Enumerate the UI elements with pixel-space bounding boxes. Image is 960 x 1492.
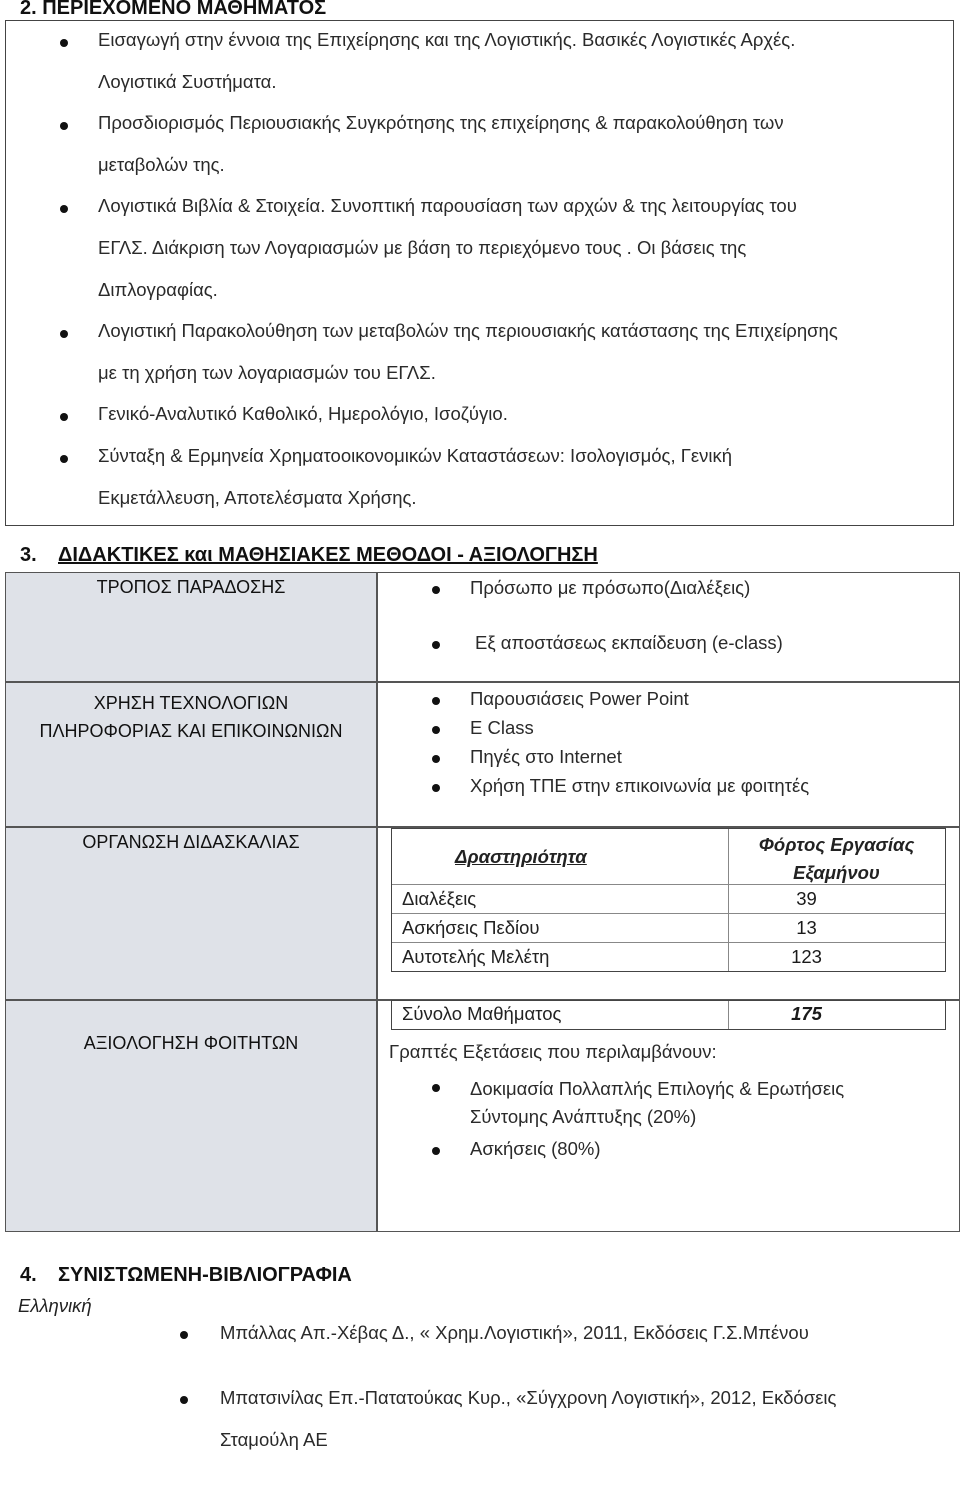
- bullet: [180, 1331, 188, 1339]
- col-activity-header: Δραστηριότητα: [455, 846, 587, 867]
- workload-row-divider: [392, 942, 945, 943]
- bullet: [432, 586, 440, 594]
- content-item-6-line-1: Σύνταξη & Ερμηνεία Χρηματοοικονομικών Καταστάσεων: Ισολογισμός, Γενική: [98, 445, 733, 466]
- bibliography-item-1: Μπάλλας Απ.-Χέβας Δ., « Χρημ.Λογιστική», 2011, Εκδόσεις Γ.Σ.Μπένου: [220, 1322, 809, 1343]
- assessment-item-1-line1: Δοκιμασία Πολλαπλής Επιλογής & Ερωτήσεις: [470, 1078, 845, 1099]
- assessment-label: ΑΞΙΟΛΟΓΗΣΗ ΦΟΙΤΗΤΩΝ: [83, 1033, 299, 1053]
- content-item-2-line-2: μεταβολών της.: [98, 153, 225, 175]
- ict-item-4: Χρήση ΤΠΕ στην επικοινωνία με φοιτητές: [470, 775, 810, 796]
- assessment-item-1: [470, 1075, 844, 1131]
- content-item-4-line-1: Λογιστική Παρακολούθηση των μεταβολών της περιουσιακής κατάστασης της Επιχείρησης: [98, 320, 838, 342]
- activity-self-study: Αυτοτελής Μελέτη: [402, 946, 550, 967]
- content-item-1-line-1: Εισαγωγή στην έννοια της Επιχείρησης και της Λογιστικής. Βασικές Λογιστικές Αρχές.: [98, 29, 796, 50]
- col-workload-header-line1: Φόρτος Εργασίας: [758, 834, 915, 855]
- content-item-4-line-2: με τη χρήση των λογαριασμών του ΕΓΛΣ.: [98, 361, 436, 383]
- ict-item-1: Παρουσιάσεις Power Point: [470, 688, 689, 709]
- bullet: [60, 455, 68, 463]
- content-item-3-line-3: Διπλογραφίας.: [98, 278, 218, 300]
- content-item-5-line-1: Γενικό-Αναλυτικό Καθολικό, Ημερολόγιο, Ισοζύγιο.: [98, 403, 508, 425]
- section-2-heading: 2. ΠΕΡΙΕΧΟΜΕΝΟ ΜΑΘΗΜΑΤΟΣ: [20, 0, 327, 19]
- assessment-item-1-line2: Σύντομης Ανάπτυξης (20%): [470, 1106, 697, 1127]
- delivery-item-2: Εξ αποστάσεως εκπαίδευση (e-class): [475, 632, 783, 653]
- bullet: [432, 726, 440, 734]
- bullet: [180, 1396, 188, 1404]
- hours-field-exercises: 13: [796, 917, 817, 938]
- assessment-item-2: Ασκήσεις (80%): [470, 1138, 601, 1159]
- ict-label-line2: ΠΛΗΡΟΦΟΡΙΑΣ ΚΑΙ ΕΠΙΚΟΙΝΩΝΙΩΝ: [39, 721, 343, 741]
- bibliography-item-2-line2: Σταμούλη ΑΕ: [220, 1429, 328, 1450]
- section-3-number: 3.: [20, 544, 37, 566]
- hours-lectures: 39: [796, 888, 817, 909]
- bullet: [432, 697, 440, 705]
- content-item-2-line-1: Προσδιορισμός Περιουσιακής Συγκρότησης της επιχείρησης & παρακολούθηση των: [98, 112, 784, 134]
- ict-item-2: E Class: [470, 717, 534, 738]
- delivery-label: ΤΡΟΠΟΣ ΠΑΡΑΔΟΣΗΣ: [96, 577, 286, 597]
- content-item-3-line-1: Λογιστικά Βιβλία & Στοιχεία. Συνοπτική παρουσίαση των αρχών & της λειτουργίας του: [98, 195, 797, 217]
- col-workload-header: [728, 831, 945, 887]
- assessment-intro: Γραπτές Εξετάσεις που περιλαμβάνουν:: [389, 1041, 717, 1062]
- bullet: [432, 1084, 440, 1092]
- col-workload-header-line2: Εξαμήνου: [793, 862, 880, 883]
- activity-lectures: Διαλέξεις: [402, 888, 477, 909]
- total-value: 175: [791, 1003, 822, 1024]
- bullet: [432, 755, 440, 763]
- organization-label: ΟΡΓΑΝΩΣΗ ΔΙΔΑΣΚΑΛΙΑΣ: [82, 832, 300, 852]
- workload-row-divider: [392, 913, 945, 914]
- total-label: Σύνολο Μαθήματος: [402, 1003, 562, 1024]
- hours-self-study: 123: [791, 946, 822, 967]
- section-4-heading: ΣΥΝΙΣΤΩΜΕΝΗ-ΒΙΒΛΙΟΓΡΑΦΙΑ: [58, 1264, 352, 1286]
- bibliography-subheading: Ελληνική: [18, 1295, 92, 1316]
- activity-field-exercises: Ασκήσεις Πεδίου: [402, 917, 540, 938]
- bibliography-item-2-line1: Μπατσινίλας Επ.-Πατατούκας Κυρ., «Σύγχρονη Λογιστική», 2012, Εκδόσεις: [220, 1387, 837, 1408]
- content-item-1-line-2: Λογιστικά Συστήματα.: [98, 70, 277, 92]
- bullet: [432, 1147, 440, 1155]
- bullet: [432, 784, 440, 792]
- bullet: [432, 641, 440, 649]
- ict-item-3: Πηγές στο Internet: [470, 746, 622, 767]
- delivery-item-1: Πρόσωπο με πρόσωπο(Διαλέξεις): [470, 577, 751, 598]
- ict-label: [5, 689, 377, 745]
- content-item-3-line-2: ΕΓΛΣ. Διάκριση των Λογαριασμών με βάση το περιεχόμενο τους . Οι βάσεις της: [98, 237, 747, 258]
- content-item-6-line-2: Εκμετάλλευση, Αποτελέσματα Χρήσης.: [98, 486, 417, 508]
- bullet: [60, 39, 68, 47]
- section-4-number: 4.: [20, 1264, 37, 1286]
- ict-label-line1: ΧΡΗΣΗ ΤΕΧΝΟΛΟΓΙΩΝ: [93, 693, 289, 713]
- section-3-heading: ΔΙΔΑΚΤΙΚΕΣ και ΜΑΘΗΣΙΑΚΕΣ ΜΕΘΟΔΟΙ - ΑΞΙΟΛΟΓΗΣΗ: [58, 544, 598, 566]
